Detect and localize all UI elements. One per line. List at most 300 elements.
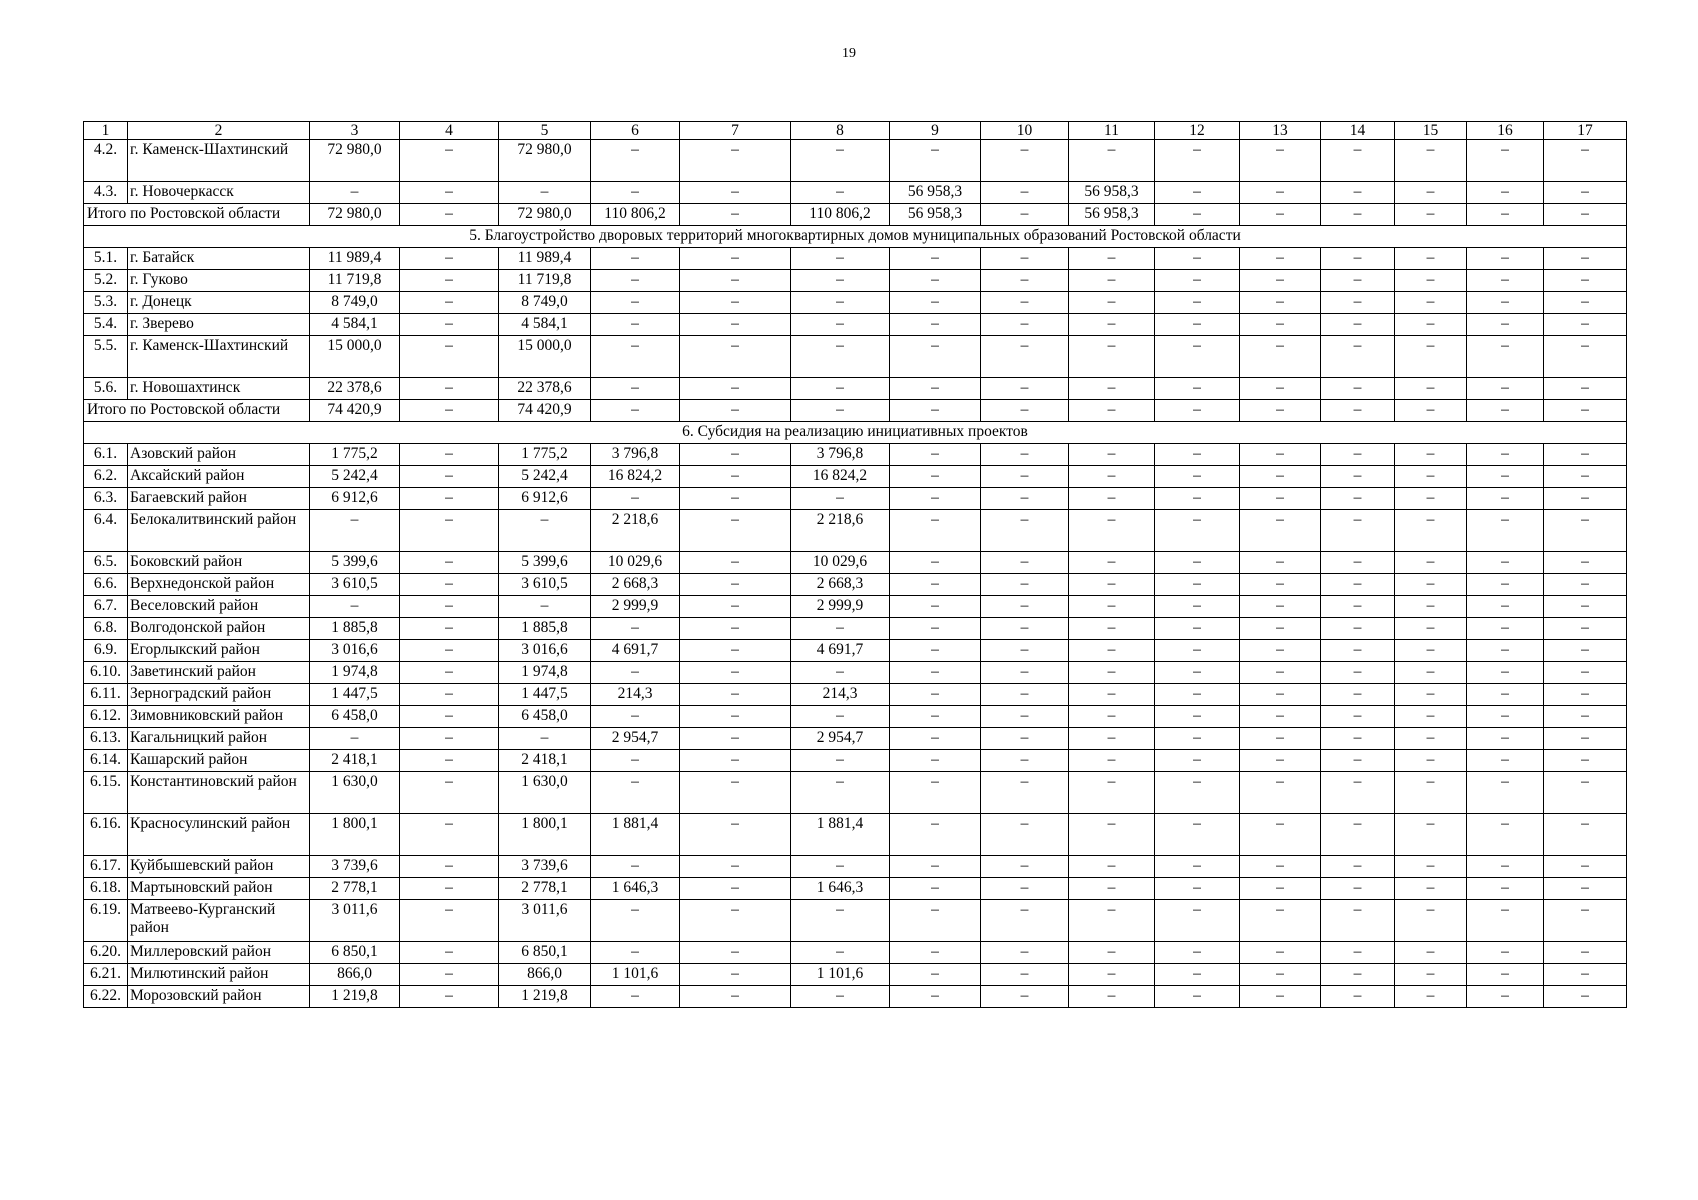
value-cell: – — [1240, 750, 1321, 772]
row-number: 5.1. — [84, 248, 128, 270]
value-cell: – — [1544, 400, 1627, 422]
value-cell: – — [981, 706, 1069, 728]
column-number-cell: 16 — [1467, 122, 1544, 140]
value-cell: – — [890, 444, 981, 466]
value-cell: – — [499, 510, 591, 552]
value-cell: 110 806,2 — [791, 204, 890, 226]
value-cell: – — [680, 986, 791, 1008]
value-cell: – — [981, 772, 1069, 814]
value-cell: – — [1544, 706, 1627, 728]
value-cell: – — [1240, 728, 1321, 750]
value-cell: – — [400, 182, 499, 204]
value-cell: – — [1321, 488, 1395, 510]
value-cell: – — [1395, 248, 1467, 270]
column-number-cell: 5 — [499, 122, 591, 140]
value-cell: 11 719,8 — [310, 270, 400, 292]
value-cell: – — [1155, 684, 1240, 706]
value-cell: 15 000,0 — [499, 336, 591, 378]
value-cell: – — [310, 182, 400, 204]
value-cell: – — [1321, 618, 1395, 640]
table-row — [84, 878, 1627, 900]
value-cell: – — [1240, 270, 1321, 292]
value-cell: – — [1467, 140, 1544, 182]
column-number-cell: 1 — [84, 122, 128, 140]
value-cell: – — [1069, 378, 1155, 400]
value-cell: – — [400, 986, 499, 1008]
value-cell: – — [1395, 488, 1467, 510]
value-cell: – — [890, 336, 981, 378]
value-cell: 5 399,6 — [310, 552, 400, 574]
value-cell: – — [1321, 728, 1395, 750]
value-cell: – — [791, 986, 890, 1008]
value-cell: – — [981, 728, 1069, 750]
value-cell: – — [1467, 684, 1544, 706]
value-cell: 1 646,3 — [791, 878, 890, 900]
column-number-cell: 14 — [1321, 122, 1395, 140]
value-cell: – — [591, 618, 680, 640]
value-cell: – — [680, 182, 791, 204]
value-cell: – — [1321, 140, 1395, 182]
value-cell: – — [791, 618, 890, 640]
value-cell: – — [890, 488, 981, 510]
value-cell: – — [1395, 510, 1467, 552]
value-cell: – — [400, 336, 499, 378]
municipality-name: Зимовниковский район — [128, 706, 310, 728]
value-cell: – — [890, 510, 981, 552]
row-number: 4.3. — [84, 182, 128, 204]
value-cell: – — [890, 856, 981, 878]
value-cell: – — [1240, 640, 1321, 662]
table-row — [84, 706, 1627, 728]
municipality-name: Зерноградский район — [128, 684, 310, 706]
value-cell: – — [1544, 336, 1627, 378]
table-row — [84, 662, 1627, 684]
value-cell: 2 668,3 — [591, 574, 680, 596]
value-cell: – — [791, 270, 890, 292]
value-cell: – — [1467, 204, 1544, 226]
value-cell: – — [591, 856, 680, 878]
value-cell: 2 668,3 — [791, 574, 890, 596]
value-cell: – — [1467, 488, 1544, 510]
value-cell: – — [1395, 378, 1467, 400]
value-cell: – — [1395, 750, 1467, 772]
column-number-cell: 6 — [591, 122, 680, 140]
value-cell: – — [890, 596, 981, 618]
value-cell: 10 029,6 — [591, 552, 680, 574]
value-cell: – — [1544, 552, 1627, 574]
value-cell: – — [1544, 378, 1627, 400]
value-cell: – — [890, 400, 981, 422]
value-cell: – — [890, 378, 981, 400]
value-cell: – — [1467, 706, 1544, 728]
row-number: 6.16. — [84, 814, 128, 856]
value-cell: – — [1544, 444, 1627, 466]
value-cell: – — [1467, 466, 1544, 488]
value-cell: – — [1069, 640, 1155, 662]
value-cell: – — [1467, 336, 1544, 378]
value-cell: – — [400, 640, 499, 662]
municipality-name: Красносулинский район — [128, 814, 310, 856]
value-cell: – — [1321, 182, 1395, 204]
value-cell: – — [1069, 596, 1155, 618]
value-cell: – — [1321, 336, 1395, 378]
row-number: 6.21. — [84, 964, 128, 986]
value-cell: 1 101,6 — [591, 964, 680, 986]
value-cell: – — [1321, 552, 1395, 574]
municipality-name: г. Каменск-Шахтинский — [128, 140, 310, 182]
value-cell: – — [499, 182, 591, 204]
value-cell: 72 980,0 — [310, 140, 400, 182]
row-number: 5.6. — [84, 378, 128, 400]
value-cell: – — [981, 444, 1069, 466]
value-cell: 4 584,1 — [310, 314, 400, 336]
value-cell: 3 796,8 — [791, 444, 890, 466]
value-cell: 866,0 — [499, 964, 591, 986]
value-cell: – — [680, 444, 791, 466]
value-cell: – — [1155, 618, 1240, 640]
table-row — [84, 596, 1627, 618]
value-cell: – — [890, 706, 981, 728]
value-cell: – — [1155, 964, 1240, 986]
value-cell: – — [1155, 140, 1240, 182]
value-cell: – — [1069, 900, 1155, 942]
value-cell: – — [310, 596, 400, 618]
value-cell: – — [680, 400, 791, 422]
value-cell: – — [680, 552, 791, 574]
value-cell: – — [1467, 618, 1544, 640]
value-cell: – — [791, 750, 890, 772]
value-cell: – — [680, 204, 791, 226]
value-cell: – — [400, 750, 499, 772]
municipality-name: Куйбышевский район — [128, 856, 310, 878]
value-cell: – — [1155, 204, 1240, 226]
value-cell: – — [400, 942, 499, 964]
value-cell: 1 974,8 — [499, 662, 591, 684]
municipality-name: г. Донецк — [128, 292, 310, 314]
value-cell: – — [1395, 292, 1467, 314]
value-cell: – — [591, 336, 680, 378]
value-cell: – — [981, 684, 1069, 706]
value-cell: – — [400, 878, 499, 900]
value-cell: – — [791, 706, 890, 728]
value-cell: 6 912,6 — [310, 488, 400, 510]
total-label: Итого по Ростовской области — [84, 400, 310, 422]
total-row — [84, 400, 1627, 422]
section-title: 5. Благоустройство дворовых территорий многоквартирных домов муниципальных образований Ростовской области — [84, 226, 1627, 248]
value-cell: – — [981, 204, 1069, 226]
value-cell: – — [591, 900, 680, 942]
row-number: 6.8. — [84, 618, 128, 640]
value-cell: – — [680, 814, 791, 856]
value-cell: – — [981, 574, 1069, 596]
value-cell: – — [1395, 684, 1467, 706]
value-cell: 1 630,0 — [499, 772, 591, 814]
value-cell: – — [1155, 942, 1240, 964]
value-cell: – — [1544, 510, 1627, 552]
table-row — [84, 856, 1627, 878]
municipality-name: Боковский район — [128, 552, 310, 574]
value-cell: – — [1321, 248, 1395, 270]
value-cell: – — [400, 964, 499, 986]
value-cell: – — [400, 466, 499, 488]
value-cell: – — [680, 662, 791, 684]
budget-table — [83, 121, 1627, 1008]
row-number: 5.4. — [84, 314, 128, 336]
table-row — [84, 618, 1627, 640]
value-cell: – — [890, 814, 981, 856]
value-cell: 8 749,0 — [310, 292, 400, 314]
value-cell: – — [1321, 964, 1395, 986]
value-cell: – — [981, 942, 1069, 964]
value-cell: 1 630,0 — [310, 772, 400, 814]
value-cell: – — [1069, 140, 1155, 182]
value-cell: – — [890, 552, 981, 574]
value-cell: 1 775,2 — [499, 444, 591, 466]
value-cell: – — [981, 900, 1069, 942]
value-cell: 22 378,6 — [310, 378, 400, 400]
value-cell: – — [981, 814, 1069, 856]
table-row — [84, 466, 1627, 488]
value-cell: – — [890, 640, 981, 662]
value-cell: 2 218,6 — [591, 510, 680, 552]
value-cell: – — [981, 378, 1069, 400]
value-cell: – — [400, 574, 499, 596]
column-number-cell: 15 — [1395, 122, 1467, 140]
value-cell: – — [1544, 878, 1627, 900]
value-cell: – — [1544, 662, 1627, 684]
value-cell: – — [1155, 640, 1240, 662]
value-cell: – — [400, 444, 499, 466]
value-cell: – — [1155, 270, 1240, 292]
value-cell: – — [1467, 574, 1544, 596]
value-cell: – — [791, 314, 890, 336]
value-cell: – — [680, 466, 791, 488]
column-number-cell: 3 — [310, 122, 400, 140]
value-cell: 5 399,6 — [499, 552, 591, 574]
table-row — [84, 814, 1627, 856]
value-cell: – — [1069, 552, 1155, 574]
value-cell: – — [591, 772, 680, 814]
value-cell: – — [1240, 942, 1321, 964]
row-number: 6.12. — [84, 706, 128, 728]
value-cell: 1 800,1 — [310, 814, 400, 856]
value-cell: – — [1467, 964, 1544, 986]
value-cell: – — [1321, 574, 1395, 596]
value-cell: – — [591, 140, 680, 182]
value-cell: – — [1155, 400, 1240, 422]
value-cell: – — [499, 596, 591, 618]
value-cell: – — [591, 292, 680, 314]
municipality-name: г. Гуково — [128, 270, 310, 292]
value-cell: – — [1544, 204, 1627, 226]
value-cell: 1 219,8 — [310, 986, 400, 1008]
column-number-cell: 11 — [1069, 122, 1155, 140]
value-cell: – — [1155, 706, 1240, 728]
value-cell: – — [1240, 662, 1321, 684]
value-cell: – — [1467, 878, 1544, 900]
value-cell: 1 881,4 — [791, 814, 890, 856]
value-cell: – — [1395, 878, 1467, 900]
value-cell: – — [1240, 182, 1321, 204]
section-title: 6. Субсидия на реализацию инициативных проектов — [84, 422, 1627, 444]
value-cell: – — [890, 900, 981, 942]
value-cell: 3 016,6 — [499, 640, 591, 662]
value-cell: – — [1467, 292, 1544, 314]
value-cell: – — [1544, 182, 1627, 204]
value-cell: – — [680, 248, 791, 270]
value-cell: – — [400, 552, 499, 574]
row-number: 6.5. — [84, 552, 128, 574]
value-cell: – — [400, 400, 499, 422]
value-cell: – — [680, 336, 791, 378]
value-cell: – — [1069, 878, 1155, 900]
value-cell: 1 775,2 — [310, 444, 400, 466]
value-cell: – — [310, 728, 400, 750]
section-header-row — [84, 226, 1627, 248]
value-cell: 2 418,1 — [499, 750, 591, 772]
value-cell: – — [791, 140, 890, 182]
value-cell: 866,0 — [310, 964, 400, 986]
value-cell: – — [890, 140, 981, 182]
value-cell: – — [1240, 292, 1321, 314]
value-cell: – — [680, 270, 791, 292]
page-number: 19 — [842, 46, 856, 61]
row-number: 5.5. — [84, 336, 128, 378]
value-cell: 11 989,4 — [310, 248, 400, 270]
value-cell: – — [680, 574, 791, 596]
value-cell: – — [1155, 772, 1240, 814]
value-cell: 214,3 — [591, 684, 680, 706]
value-cell: 110 806,2 — [591, 204, 680, 226]
value-cell: – — [1155, 728, 1240, 750]
value-cell: – — [1069, 574, 1155, 596]
section-header-row — [84, 422, 1627, 444]
value-cell: – — [680, 640, 791, 662]
value-cell: 3 739,6 — [310, 856, 400, 878]
value-cell: – — [890, 466, 981, 488]
municipality-name: Милютинский район — [128, 964, 310, 986]
column-number-cell: 17 — [1544, 122, 1627, 140]
value-cell: – — [1240, 574, 1321, 596]
value-cell: 8 749,0 — [499, 292, 591, 314]
row-number: 6.22. — [84, 986, 128, 1008]
municipality-name: г. Батайск — [128, 248, 310, 270]
row-number: 6.7. — [84, 596, 128, 618]
value-cell: – — [1544, 986, 1627, 1008]
value-cell: – — [1240, 684, 1321, 706]
value-cell: – — [1155, 248, 1240, 270]
value-cell: – — [981, 140, 1069, 182]
value-cell: – — [791, 182, 890, 204]
value-cell: – — [1321, 596, 1395, 618]
column-number-cell: 9 — [890, 122, 981, 140]
row-number: 6.15. — [84, 772, 128, 814]
value-cell: – — [791, 336, 890, 378]
value-cell: – — [1467, 750, 1544, 772]
value-cell: – — [591, 248, 680, 270]
value-cell: – — [1321, 856, 1395, 878]
value-cell: – — [400, 814, 499, 856]
value-cell: – — [1395, 574, 1467, 596]
value-cell: 11 719,8 — [499, 270, 591, 292]
value-cell: – — [591, 662, 680, 684]
value-cell: 6 912,6 — [499, 488, 591, 510]
value-cell: – — [1155, 488, 1240, 510]
value-cell: – — [1544, 618, 1627, 640]
value-cell: – — [680, 140, 791, 182]
value-cell: – — [1544, 964, 1627, 986]
table-row — [84, 772, 1627, 814]
row-number: 6.2. — [84, 466, 128, 488]
value-cell: – — [680, 706, 791, 728]
municipality-name: Верхнедонской район — [128, 574, 310, 596]
value-cell: – — [890, 964, 981, 986]
municipality-name: Белокалитвинский район — [128, 510, 310, 552]
value-cell: – — [1321, 750, 1395, 772]
total-row — [84, 204, 1627, 226]
value-cell: 56 958,3 — [890, 204, 981, 226]
table-row — [84, 986, 1627, 1008]
municipality-name: г. Каменск-Шахтинский — [128, 336, 310, 378]
value-cell: – — [310, 510, 400, 552]
value-cell: – — [791, 488, 890, 510]
value-cell: – — [1467, 248, 1544, 270]
value-cell: 5 242,4 — [310, 466, 400, 488]
value-cell: – — [1240, 314, 1321, 336]
value-cell: – — [591, 488, 680, 510]
column-number-row — [84, 122, 1627, 140]
value-cell: – — [591, 270, 680, 292]
value-cell: – — [1467, 510, 1544, 552]
value-cell: – — [1240, 856, 1321, 878]
value-cell: – — [890, 270, 981, 292]
value-cell: – — [1069, 942, 1155, 964]
value-cell: 16 824,2 — [591, 466, 680, 488]
row-number: 6.20. — [84, 942, 128, 964]
value-cell: – — [1069, 618, 1155, 640]
value-cell: – — [981, 986, 1069, 1008]
value-cell: – — [1321, 662, 1395, 684]
value-cell: – — [1240, 878, 1321, 900]
value-cell: – — [680, 292, 791, 314]
value-cell: – — [1240, 706, 1321, 728]
value-cell: – — [1321, 706, 1395, 728]
value-cell: – — [1069, 314, 1155, 336]
value-cell: 3 796,8 — [591, 444, 680, 466]
value-cell: – — [680, 900, 791, 942]
table-row — [84, 750, 1627, 772]
value-cell: – — [1395, 444, 1467, 466]
value-cell: 4 691,7 — [591, 640, 680, 662]
value-cell: 2 218,6 — [791, 510, 890, 552]
value-cell: – — [1395, 182, 1467, 204]
column-number-cell: 8 — [791, 122, 890, 140]
value-cell: 1 101,6 — [791, 964, 890, 986]
value-cell: 3 016,6 — [310, 640, 400, 662]
municipality-name: г. Зверево — [128, 314, 310, 336]
value-cell: – — [1467, 662, 1544, 684]
value-cell: – — [1395, 814, 1467, 856]
value-cell: – — [400, 772, 499, 814]
value-cell: – — [1155, 336, 1240, 378]
municipality-name: Егорлыкский район — [128, 640, 310, 662]
value-cell: – — [1240, 400, 1321, 422]
municipality-name: Волгодонской район — [128, 618, 310, 640]
value-cell: – — [1155, 182, 1240, 204]
value-cell: 11 989,4 — [499, 248, 591, 270]
value-cell: – — [981, 292, 1069, 314]
value-cell: – — [1467, 552, 1544, 574]
